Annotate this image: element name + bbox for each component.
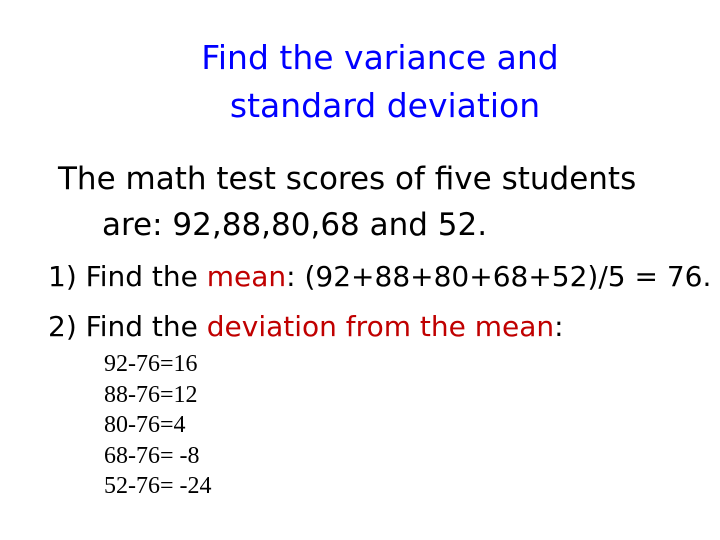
deviation-item: 52-76= -24 (104, 473, 212, 499)
deviation-item: 68-76= -8 (104, 442, 200, 469)
deviation-item: 92-76=16 (104, 351, 198, 377)
deviation-item: 80-76=4 (104, 412, 186, 438)
deviation-item: 88-76=12 (104, 381, 198, 408)
step-find-deviation (48, 310, 564, 344)
step-2-term: deviation from the mean (206, 310, 555, 343)
problem-line-1: The math test scores of five students (58, 161, 637, 197)
slide-title (0, 34, 720, 130)
problem-line-2: are: 92,88,80,68 and 52. (102, 207, 488, 243)
step-1-term: mean (206, 260, 287, 293)
problem-statement (58, 156, 718, 248)
step-2-prefix: 2) Find the (48, 310, 207, 343)
deviation-list (104, 349, 212, 502)
title-line-2: standard deviation (229, 86, 541, 125)
step-find-mean (48, 260, 711, 294)
title-line-1: Find the variance and (201, 38, 559, 77)
step-1-suffix: : (92+88+80+68+52)/5 = 76. (286, 260, 712, 293)
step-1-prefix: 1) Find the (48, 260, 207, 293)
step-2-suffix: : (554, 310, 564, 343)
